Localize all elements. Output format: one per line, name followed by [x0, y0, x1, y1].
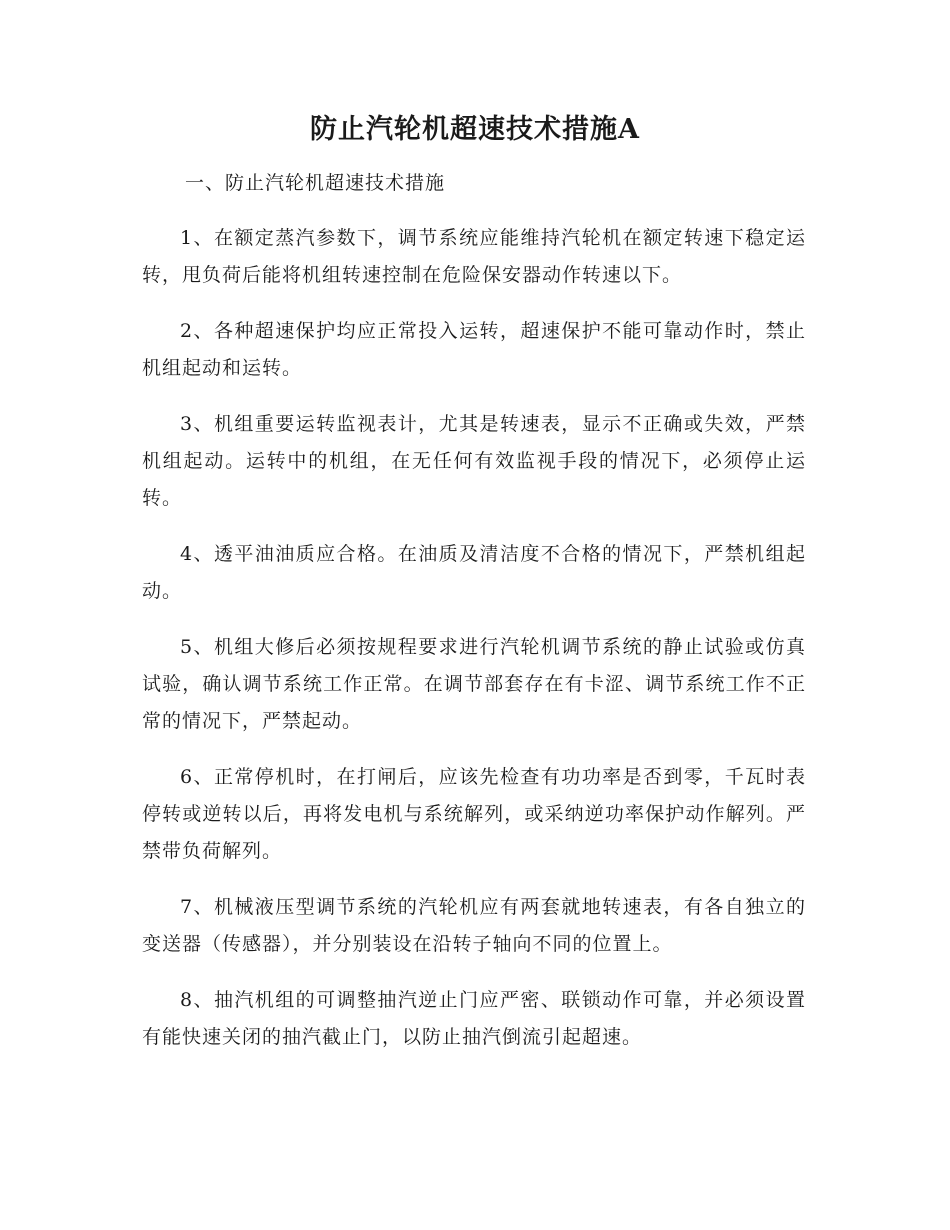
paragraph-list [142, 220, 806, 1075]
paragraph-4: 4、透平油油质应合格。在油质及清洁度不合格的情况下，严禁机组起动。 [142, 543, 806, 602]
paragraph-8: 8、抽汽机组的可调整抽汽逆止门应严密、联锁动作可靠，并必须设置有能快速关闭的抽汽截止门，以防止抽汽倒流引起超速。 [142, 989, 806, 1048]
section-heading: 一、防止汽轮机超速技术措施 [185, 172, 446, 194]
paragraph-3: 3、机组重要运转监视表计，尤其是转速表，显示不正确或失效，严禁机组起动。运转中的机组，在无任何有效监视手段的情况下，必须停止运转。 [142, 413, 806, 509]
paragraph-1: 1、在额定蒸汽参数下，调节系统应能维持汽轮机在额定转速下稳定运转，甩负荷后能将机组转速控制在危险保安器动作转速以下。 [142, 227, 806, 286]
document-title: 防止汽轮机超速技术措施A [310, 114, 640, 145]
paragraph-7: 7、机械液压型调节系统的汽轮机应有两套就地转速表，有各自独立的变送器（传感器），并分别装设在沿转子轴向不同的位置上。 [142, 896, 806, 955]
paragraph-6: 6、正常停机时，在打闸后，应该先检查有功功率是否到零，千瓦时表停转或逆转以后，再将发电机与系统解列，或采纳逆功率保护动作解列。严禁带负荷解列。 [142, 766, 806, 862]
paragraph-2: 2、各种超速保护均应正常投入运转，超速保护不能可靠动作时，禁止机组起动和运转。 [142, 320, 806, 379]
paragraph-5: 5、机组大修后必须按规程要求进行汽轮机调节系统的静止试验或仿真试验，确认调节系统工作正常。在调节部套存在有卡涩、调节系统工作不正常的情况下，严禁起动。 [142, 636, 806, 732]
